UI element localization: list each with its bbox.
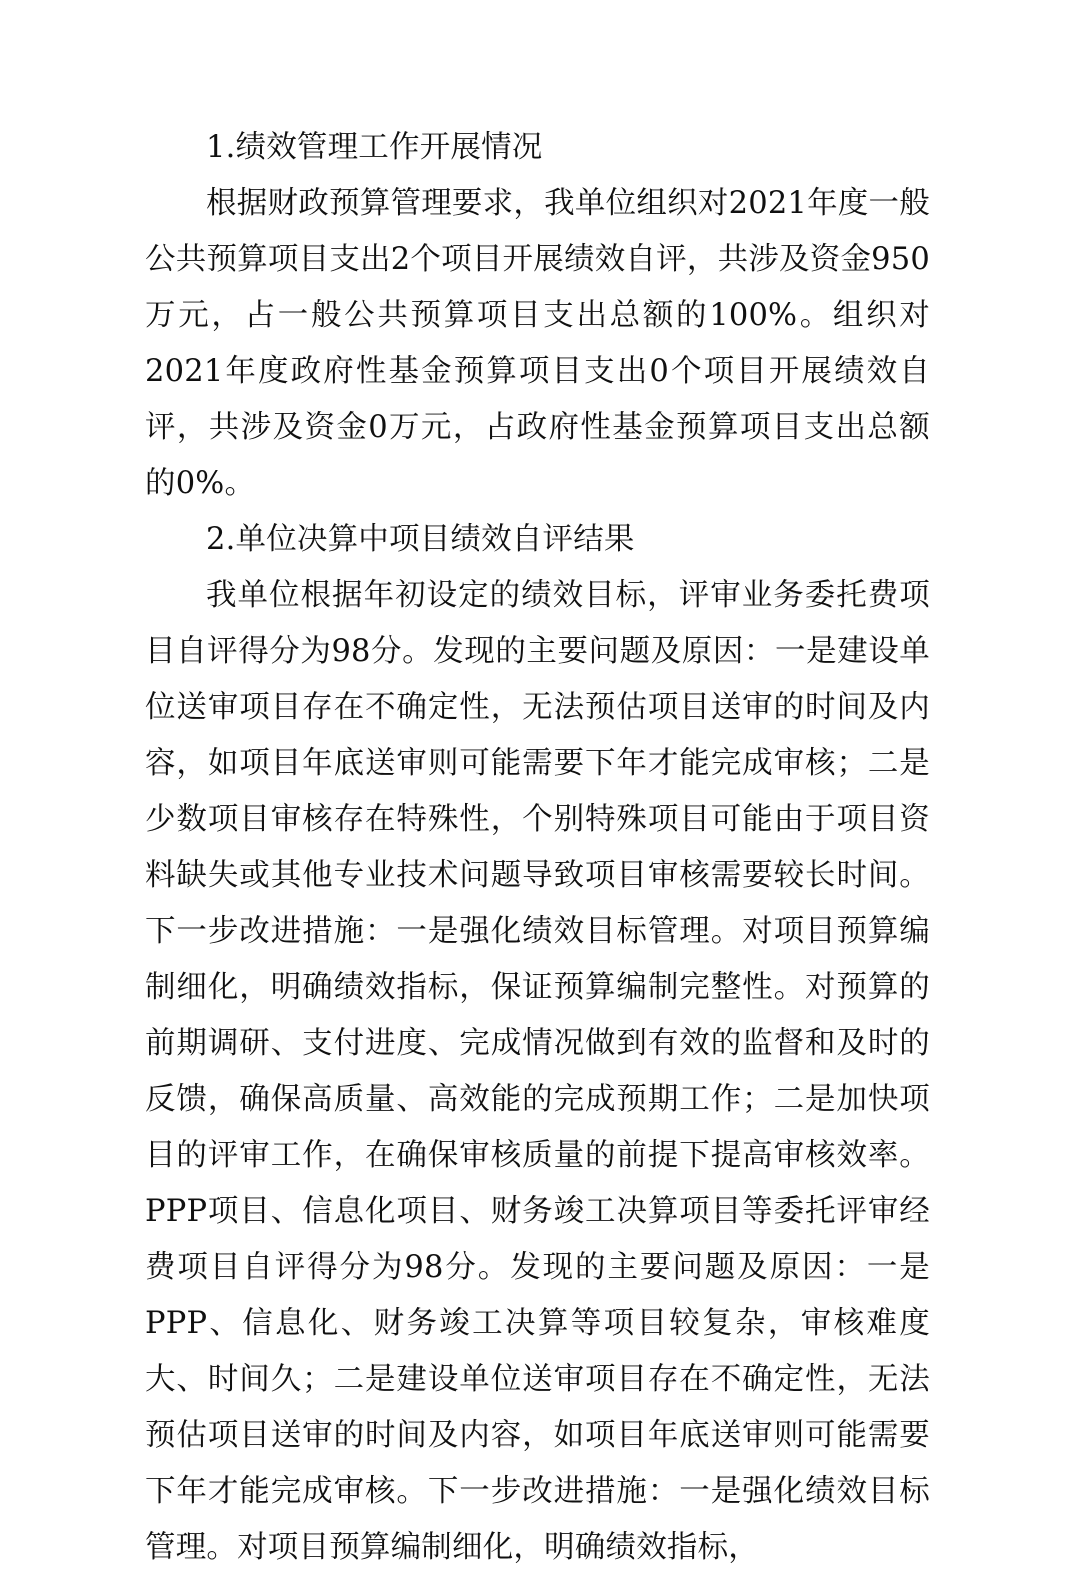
heading-self-evaluation-result: 2.单位决算中项目绩效自评结果	[206, 522, 635, 557]
heading-performance-management: 1.绩效管理工作开展情况	[206, 130, 543, 165]
document-body	[145, 120, 930, 1576]
paragraph-self-evaluation-result: 我单位根据年初设定的绩效目标，评审业务委托费项目自评得分为98分。发现的主要问题及原因：一是建设单位送审项目存在不确定性，无法预估项目送审的时间及内容，如项目年底送审则可能需要下年才能完成审核；二是少数项目审核存在特殊性，个别特殊项目可能由于项目资料缺失或其他专业技术问题导致项目审核需要较长时间。下一步改进措施：一是强化绩效目标管理。对项目预算编制细化，明确绩效指标，保证预算编制完整性。对预算的前期调研、支付进度、完成情况做到有效的监督和及时的反馈，确保高质量、高效能的完成预期工作；二是加快项目的评审工作，在确保审核质量的前提下提高审核效率。PPP项目、信息化项目、财务竣工决算项目等委托评审经费项目自评得分为98分。发现的主要问题及原因：一是PPP、信息化、财务竣工决算等项目较复杂，审核难度大、时间久；二是建设单位送审项目存在不确定性，无法预估项目送审的时间及内容，如项目年底送审则可能需要下年才能完成审核。下一步改进措施：一是强化绩效目标管理。对项目预算编制细化，明确绩效指标，	[145, 578, 930, 1565]
paragraph-performance-management: 根据财政预算管理要求，我单位组织对2021年度一般公共预算项目支出2个项目开展绩效自评，共涉及资金950万元，占一般公共预算项目支出总额的100%。组织对2021年度政府性基金预算项目支出0个项目开展绩效自评，共涉及资金0万元，占政府性基金预算项目支出总额的0%。	[145, 186, 930, 501]
